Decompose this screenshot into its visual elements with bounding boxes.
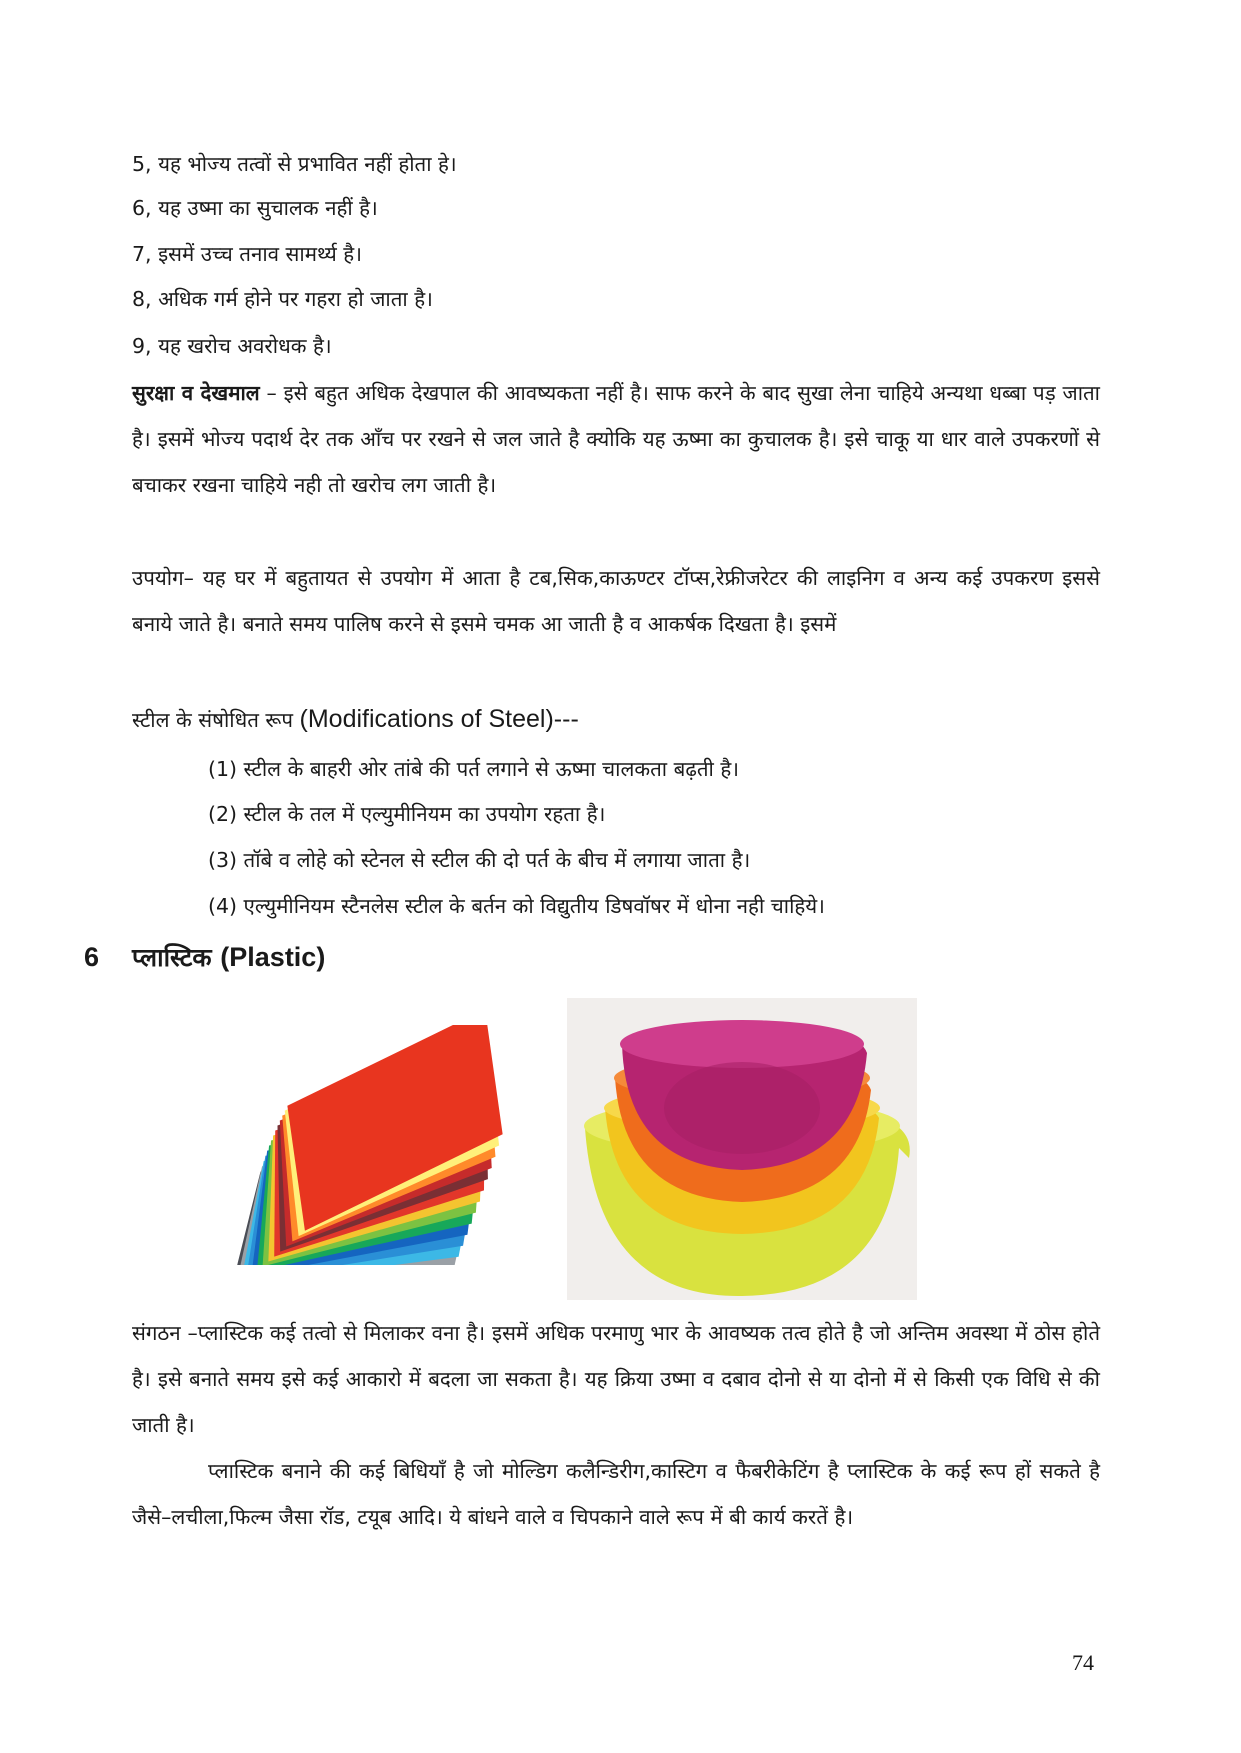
care-paragraph xyxy=(132,370,1100,508)
plastic-bowls-photo xyxy=(567,998,917,1300)
usage-paragraph: उपयोग– यह घर में बहुतायत से उपयोग में आता है टब,सिक,काऊण्टर टॉप्स,रेफ्रीजरेटर की लाइनिग व अन्य कई उपकरण इससे बनाये जाते है। बनाते समय पालिष करने से इसमे चमक आ जाती है व आकर्षक दिखता है। इसमें xyxy=(132,566,1100,636)
composition-paragraph: संगठन –प्लास्टिक कई तत्वो से मिलाकर वना है। इसमें अधिक परमाणु भार के आवष्यक तत्व होते है जो अन्तिम अवस्था में ठोस होते है। इसे बनाते समय इसे कई आकारो में बदला जा सकता है। यह क्रिया उष्मा व दबाव दोनो से या दोनो में से किसी एक विधि से की जाती है। xyxy=(132,1321,1100,1437)
plastic-bowls-illustration xyxy=(567,998,917,1300)
list-item: 6, यह उष्मा का सुचालक नहीं है। xyxy=(132,196,378,220)
modification-item: (3) तॉबे व लोहे को स्टेनल से स्टील की दो पर्त के बीच में लगाया जाता है। xyxy=(208,848,751,872)
modification-item: (4) एल्युमीनियम स्टैनलेस स्टील के बर्तन को विद्युतीय डिषवॉषर में धोना नही चाहिये। xyxy=(208,894,825,918)
modifications-heading-en: (Modifications of Steel)--- xyxy=(299,705,579,733)
modifications-heading-hi: स्टील के संषोधित रूप xyxy=(132,708,300,732)
modification-item: (2) स्टील के तल में एल्युमीनियम का उपयोग रहता है। xyxy=(208,802,606,826)
page-number: 74 xyxy=(1072,1650,1094,1675)
list-item: 7, इसमें उच्च तनाव सामर्थ्य है। xyxy=(132,242,362,266)
care-text: – इसे बहुत अधिक देखपाल की आवष्यकता नहीं है। साफ करने के बाद सुखा लेना चाहिये अन्यथा धब्बा पड़ जाता है। इसमें भोज्य पदार्थ देर तक आँच पर रखने से जल जाते है क्योकि यह ऊष्मा का कुचालक है। इसे चाकू या धार वाले उपकरणों से बचाकर रखना चाहिये नही तो खरोच लग जाती है। xyxy=(132,381,1100,497)
section-title-hi: प्लास्टिक xyxy=(132,943,221,972)
list-item: 8, अधिक गर्म होने पर गहरा हो जाता है। xyxy=(132,287,433,311)
care-label: सुरक्षा व देखमाल xyxy=(132,381,260,405)
section-title-en: (Plastic) xyxy=(220,942,326,972)
list-item: 9, यह खरोच अवरोधक है। xyxy=(132,334,332,358)
modifications-heading xyxy=(132,705,579,734)
section-number: 6 xyxy=(84,942,100,972)
methods-paragraph: प्लास्टिक बनाने की कई बिधियॉं है जो मोल्डिग कलैन्डिरीग,कास्टिग व फैबरीकेटिंग है प्लास्टिक के कई रूप हों सकते है जैसे–लचीला,फिल्म जैसा रॉड, टयूब आदि। ये बांधने वाले व चिपकाने वाले रूप में बी कार्य करतें है। xyxy=(132,1459,1100,1529)
plastic-sheets-photo xyxy=(225,1025,545,1265)
modification-item: (1) स्टील के बाहरी ओर तांबे की पर्त लगाने से ऊष्मा चालकता बढ़ती है। xyxy=(208,757,740,781)
plastic-sheets-illustration xyxy=(225,1025,545,1265)
section-heading xyxy=(84,940,325,974)
list-item: 5, यह भोज्य तत्वों से प्रभावित नहीं होता हे। xyxy=(132,152,457,176)
